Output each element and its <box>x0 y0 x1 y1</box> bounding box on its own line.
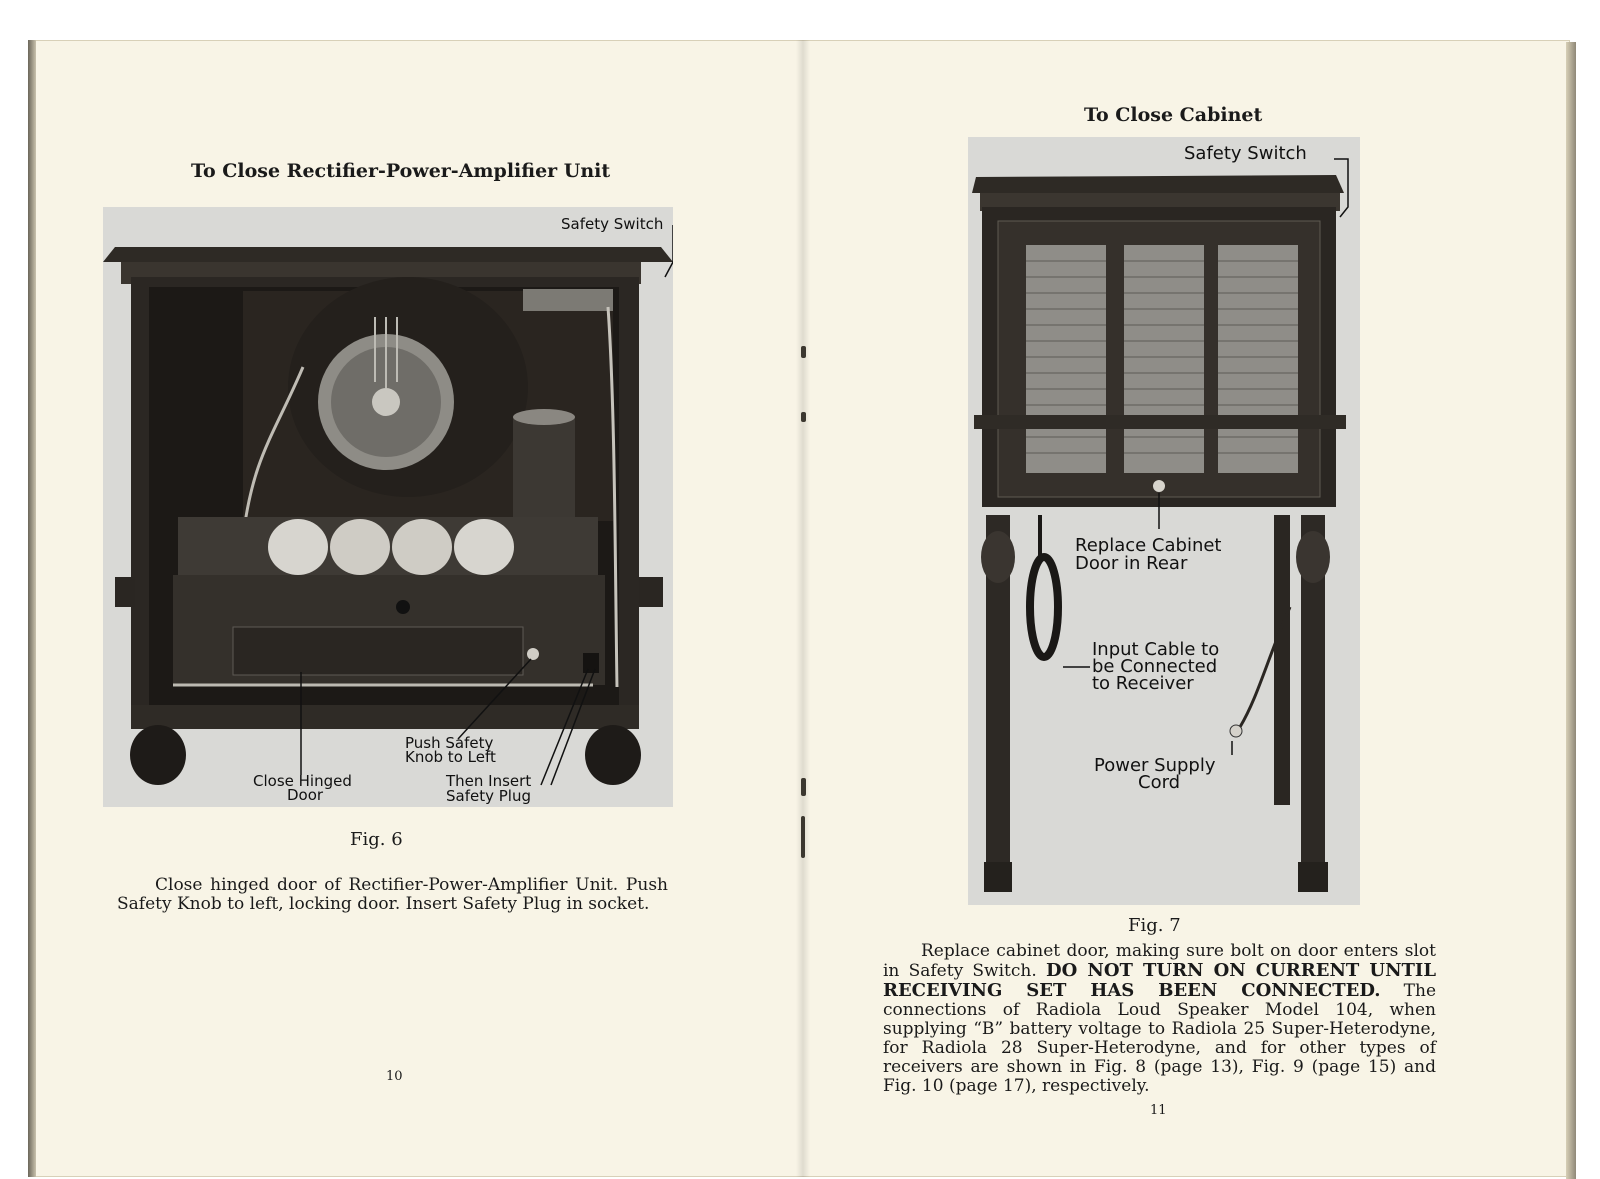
callout-power-supply-cord: Power Supply <box>1094 755 1216 776</box>
callout-input-cable-2: be Connected <box>1092 656 1218 677</box>
callout-input-cable-3: to Receiver <box>1092 673 1194 694</box>
callout-safety-switch: Safety Switch <box>561 215 664 233</box>
staple-mark <box>801 816 805 858</box>
body-intro-text: Replace cabinet door, making sure bolt on door enters slot in Safety Switch. <box>883 941 1436 981</box>
callout-replace-cabinet-door: Replace Cabinet <box>1075 535 1222 556</box>
right-page-heading: To Close Cabinet <box>1084 104 1263 126</box>
callout-insert-safety-plug: Then Insert <box>446 772 532 790</box>
callout-close-hinged-door-2: Door <box>287 786 324 804</box>
fig-6-caption: Fig. 6 <box>350 829 403 850</box>
callout-input-cable: Input Cable to <box>1092 639 1220 660</box>
callout-power-supply-cord-2: Cord <box>1138 772 1181 793</box>
rectifier-unit-illustration <box>103 207 673 807</box>
right-page-body <box>883 942 1436 1096</box>
callout-push-safety-knob: Push Safety <box>405 734 494 752</box>
left-body-paragraph: Close hinged door of Rectifier-Power-Amplifier Unit. Push Safety Knob to left, locking door. Insert Safety Plug in socket. <box>117 875 668 914</box>
grille-panels <box>1026 245 1298 473</box>
page-number-left: 10 <box>386 1069 403 1084</box>
page-number-right: 11 <box>1150 1103 1167 1118</box>
staple-mark <box>801 346 806 358</box>
callout-safety-switch: Safety Switch <box>1184 143 1307 164</box>
staple-mark <box>801 412 806 422</box>
right-body-paragraph <box>883 942 1436 1096</box>
left-page-body <box>117 876 668 914</box>
callout-replace-cabinet-door-2: Door in Rear <box>1075 553 1188 574</box>
fig-6-photo <box>103 207 673 807</box>
staple-mark <box>801 778 806 796</box>
warning-text: DO NOT TURN ON CURRENT UNTIL RECEIVING SET HAS BEEN CONNECTED. <box>883 960 1437 1001</box>
fig-7-photo <box>968 137 1360 905</box>
cabinet-illustration <box>968 137 1360 905</box>
callout-push-safety-knob-2: Knob to Left <box>405 748 496 766</box>
fig-7-caption: Fig. 7 <box>1128 915 1181 936</box>
left-page-heading: To Close Rectifier-Power-Amplifier Unit <box>191 160 611 182</box>
callout-close-hinged-door: Close Hinged <box>253 772 352 790</box>
callout-insert-safety-plug-2: Safety Plug <box>446 787 531 805</box>
body-connections-text: The connections of Radiola Loud Speaker Model 104, when supplying “B” battery voltage to Radiola 25 Super-Heterodyne, for Radiola 28 Super-Heterodyne, and for other types of receivers are shown in Fig. 8 (page 13), Fig. 9 (page 15) and Fig. 10 (page 17), respectively. <box>883 981 1437 1096</box>
book-gutter <box>796 40 810 1177</box>
